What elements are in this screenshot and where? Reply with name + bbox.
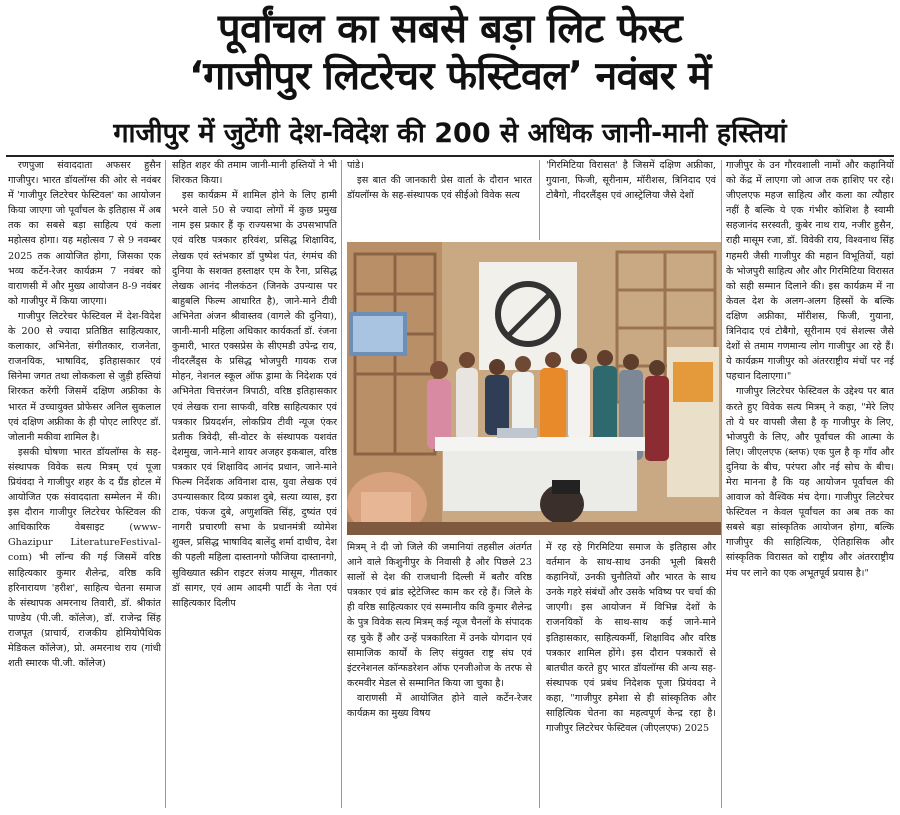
paragraph: गाजीपुर लिटरेचर फेस्टिवल के उद्देश्य पर बात करते हुए विवेक सत्य मित्रम् ने कहा, "मेरे लिए तो ये घर वापसी जैसा है कृ गाजीपुर के लिए, भोजपुरी के लिए, और पूर्वांचल की आत्मा के लिए। जीएलएफ (ब्लफ) एक पुल है कृ गाँव और दुनिया के बीच, परंपरा और नई सोच के बीच। मेरा मानना है कि यह आयोजन पूर्वांचल की आवाज को वैश्विक मंच देगा। गाजीपुर लिटरेचर फेस्टिवल न केवल पूर्वांचल का अब तक का सबसे बड़ा सांस्कृतिक आयोजन होगा, बल्कि गाजीपुर की साहित्यिक, ऐतिहासिक और सांस्कृतिक विरासत को राष्ट्रीय और अंतरराष्ट्रीय मंच पर लाने का एक अभूतपूर्व प्रयास है।" (726, 386, 894, 579)
paragraph: 'गिरमिटिया विरासत' है जिसमें दक्षिण अफ्रीका, गुयाना, फिजी, सूरीनाम, मॉरीशस, त्रिनिदाद एवं टोबैगो, नीदरलैंड्स एवं आस्ट्रेलिया जैसे देशों (546, 160, 716, 202)
paragraph: गाजीपुर लिटरेचर फेस्टिवल में देश-विदेश के 200 से ज्यादा प्रतिष्ठित साहित्यकार, कलाकार, अभिनेता, संगीतकार, राजनेता, राजनयिक, भाषाविद, इतिहासकार एवं सिनेमा जगत तथा लोककला से जुड़ी हस्तियां शिरकत करेंगी जिसमें दक्षिण अफ्रीका के भारत में उच्चायुक्त प्रोफेसर अनिल सुकलाल एवं दक्षिण अफ्रीका के ही पोएट लारिएट डॉ. जोलानी मकीवा शामिल है। (8, 310, 161, 443)
paragraph: मित्रम् ने दी जो जिले की जमानियां तहसील अंतर्गत आने वाले किशुनीपुर के निवासी है और पिछले 23 सालों से देश की राजधानी दिल्ली में बतौर वरिष्ठ पत्रकार एवं ब्रांड स्ट्रेटेजिस्ट काम कर रहे हैं। जिले के ही वरिष्ठ साहित्यकार एवं सम्मानीय कवि कुमार शैलेन्द्र के पुत्र विवेक सत्य मित्रम् कई न्यूज चैनलों के संपादक रह चुके हैं और उन्हें पत्रकारिता में उनके योगदान एवं सामाजिक कार्यों के लिए संयुक्त राष्ट्र संघ एवं इंटरनेशनल कॉन्फडरेशन ऑफ एनजीओज के तरफ से करमवीर मेडल से सम्मानित किया जा चुका है। (347, 542, 532, 689)
paragraph: पांडे। (347, 160, 364, 171)
paragraph: इस कार्यक्रम में शामिल होने के लिए हामी भरने वाले 50 से ज्यादा लोगों में कुछ प्रमुख नाम इस प्रकार हैं कृ राज्यसभा के उपसभापति एवं वरिष्ठ पत्रकार हरिवंश, प्रसिद्ध शिक्षाविद, लेखक एवं स्तंभकार डॉ पुष्पेश पंत, रंगमंच की दुनिया के सशक्त हस्ताक्षर एम के रैना, प्रसिद्ध लेखक आनंद नीलकंठन (जिनके उपन्यास पर बाहुबलि फिल्म आधारित है), जाने-माने टीवी अभिनेता अंजन श्रीवास्तव (वागले की दुनिया), जानी-मानी महिला अधिकार कार्यकर्ता डॉ. रंजना कुमारी, भारत एक्सप्रेस के सीएमडी उपेन्द्र राय, नीदरलैंड्स के प्रसिद्ध भोजपुरी गायक राज मोहन, नेशनल स्कूल ऑफ ड्रामा के निदेशक एवं अभिनेता चित्तरंजन त्रिपाठी, वरिष्ठ इतिहासकार एवं लेखक राना साफवी, वरिष्ठ साहित्यकार एवं पत्रकार प्रियदर्शन, लोकप्रिय टीवी न्यूज एंकर प्रतीक त्रिवेदी, सी-वोटर के संस्थापक यशवंत देशमुख, जाने-माने शायर अजहर इकबाल, वरिष्ठ पत्रकार एवं शिक्षाविद आनंद प्रधान, जाने-माने फिल्म निर्देशक अविनाश दास, युवा लेखक एवं उपन्यासकार दिव्य प्रकाश दुबे, सत्या व्यास, इरा टाक, पंकज दुबे, अणुशक्ति सिंह, दुष्यंत एवं नागरी प्रचारणी सभा के प्रधानमंत्री व्योमेश शुक्ल, प्रसिद्ध भाषाविद बालेंदु शर्मा दाधीच, देश की पहली महिला दास्तानगो फौजिया दास्तानगो, सुविख्यात स्क्रीन राइटर संजय मासूम, गीतकार डॉ सागर, एवं आम आदमी पार्टी के नेता एवं साहित्यकार दिलीप (172, 190, 337, 609)
headline-line-1: पूर्वांचल का सबसे बड़ा लिट फेस्ट (217, 6, 683, 52)
article-column-3-top (347, 158, 532, 238)
column-divider (721, 160, 722, 808)
article-column-3-bottom (347, 540, 532, 808)
paragraph: सहित शहर की तमाम जानी-मानी हस्तियों ने भी शिरकत किया। (172, 160, 337, 187)
paragraph: इस बात की जानकारी प्रेस वार्ता के दौरान भारत डॉयलॉग्स के सह-संस्थापक एवं सीईओ विवेक सत्य (347, 175, 532, 202)
article-column-4-top (546, 158, 716, 238)
subheadline: गाजीपुर में जुटेंगी देश-विदेश की 200 से अधिक जानी-मानी हस्तियां (113, 118, 787, 149)
paragraph: में रह रहे गिरमिटिया समाज के इतिहास और वर्तमान के साथ-साथ उनकी भूली बिसरी कहानियों, उनकी चुनौतियों और भारत के साथ उनके गहरे संबंधों और उसके भविष्य पर चर्चा की जाएगी। इस आयोजन में विभिन्न देशों के राजनयिकों के साथ-साथ कई जाने-माने इतिहासकार, साहित्यकर्मी, शिक्षाविद और वरिष्ठ पत्रकार शामिल होंगे। इस दौरान पत्रकारों से बातचीत करते हुए भारत डॉयलॉग्स की अन्य सह-संस्थापक एवं प्रबंध निदेशक पूजा प्रियंवदा ने कहा, "गाजीपुर हमेशा से ही सांस्कृतिक और साहित्यिक चेतना का महत्वपूर्ण केन्द्र रहा है। गाजीपुर लिटरेचर फेस्टिवल (जीएलएफ) 2025 (546, 542, 716, 735)
headline-rule (6, 155, 894, 157)
column-divider (539, 540, 540, 808)
article-column-4-bottom (546, 540, 716, 808)
press-conference-photo (347, 242, 721, 535)
column-divider (539, 160, 540, 240)
paragraph: गाजीपुर के उन गौरवशाली नामों और कहानियों को केंद्र में लाएगा जो आज तक हाशिए पर रहे। जीएलएफ महज साहित्य और कला का त्यौहार नहीं है बल्कि ये एक गंभीर कोशिश है स्वामी सहजानंद सरस्वती, कुबेर नाथ राय, नजीर हुसैन, राही मासूम रजा, डॉ. विवेकी राय, विश्वनाथ सिंह गहमरी जैसी गाजीपुर की महान विभूतियों, यहां के भोजपुरी साहित्य और और गिरमिटिया विरासत को सही सम्मान दिलाने की। इस कार्यक्रम में ना केवल देश के अलग-अलग हिस्सों के बल्कि दक्षिण अफ्रीका, मॉरीशस, फिजी, गुयाना, त्रिनिदाद एवं टोबैगो, सूरीनाम एवं सेशल्स जैसे देशों से तमाम गणमान्य लोग गाजीपुर आ रहे हैं। ये कार्यक्रम गाजीपुर को अंतरराष्ट्रीय मंचों पर नई पहचान दिलाएगा।" (726, 160, 894, 383)
paragraph: वाराणसी में आयोजित होने वाले कर्टेन-रेजर कार्यक्रम का मुख्य विषय (347, 692, 532, 720)
press-conference-illustration (347, 242, 721, 535)
column-divider (165, 160, 166, 808)
headline-line-2: ‘गाजीपुर लिटरेचर फेस्टिवल’ नवंबर में (188, 54, 711, 99)
article-column-1 (8, 158, 161, 808)
article-column-5 (726, 158, 894, 808)
article-column-2 (172, 158, 337, 808)
paragraph: इसकी घोषणा भारत डॉयलॉग्स के सह-संस्थापक विवेक सत्य मित्रम् एवं पूजा प्रियंवदा ने गाजीपुर शहर के द ग्रैंड होटल में आयोजित एक संवाददाता सम्मेलन में की। इस दौरान गाजीपुर लिटरेचर फेस्टिवल की आधिकारिक वेबसाइट (www-Ghazipur LiteratureFestival-com) भी लॉन्च की गई जिसमें वरिष्ठ साहित्यकार कुमार शैलेन्द्र, वरिष्ठ कवि हरिनारायण 'हरीश', साहित्य चेतना समाज के संस्थापक अमरनाथ तिवारी, डॉ. श्रीकांत पाण्डेय (पी.जी. कॉलेज), डॉ. राजेन्द्र सिंह राजपूत (प्राचार्य, राजकीय होमियोपैथिक मेडिकल कॉलेज), प्रो. अमरनाथ राय (गांधी शती स्मारक पी.जी. कॉलेज) (8, 446, 161, 670)
column-divider (341, 160, 342, 808)
paragraph: रणपुजा संवाददाता अफसर हुसैन गाजीपुर। भारत डॉयलॉग्स की ओर से नवंबर में 'गाजीपुर लिटरेचर फेस्टिवल' का आयोजन किया जाएगा जो पूर्वांचल के इतिहास में अब तक का सबसे बड़ा साहित्य एवं कला महोत्सव होगा। यह महोत्सव 7 से 9 नवम्बर 2025 तक आयोजित होगा, जिसका एक भव्य कर्टेन-रेजर कार्यक्रम 7 नवंबर को वाराणसी में और मुख्य आयोजन 8-9 नवंबर को गाजीपुर में किया जाएगा। (8, 160, 161, 307)
